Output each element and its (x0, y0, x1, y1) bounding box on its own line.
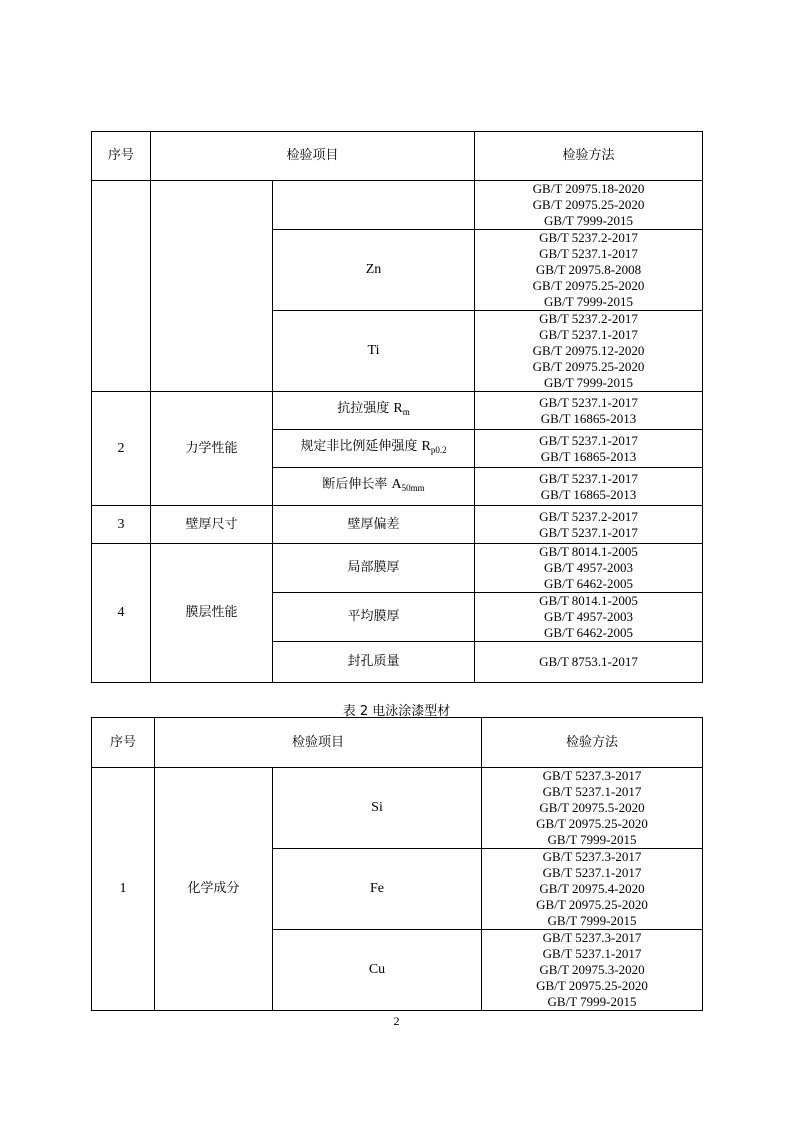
table-header-row (92, 132, 703, 181)
method-line: GB/T 7999-2015 (544, 375, 633, 390)
table-row (92, 768, 703, 849)
method-line: GB/T 20975.4-2020 (539, 881, 645, 896)
method-line: GB/T 6462-2005 (544, 576, 633, 591)
method-line: GB/T 5237.1-2017 (539, 524, 638, 540)
method-cell (482, 768, 703, 849)
item-cell (273, 430, 475, 468)
item-cell: Si (273, 768, 482, 849)
method-line: GB/T 20975.25-2020 (536, 816, 648, 831)
table-row (92, 506, 703, 544)
method-line: GB/T 4957-2003 (544, 560, 633, 575)
method-line: GB/T 7999-2015 (544, 213, 633, 228)
method-line: GB/T 5237.1-2017 (542, 946, 642, 961)
method-cell (482, 849, 703, 930)
method-cell (475, 593, 703, 642)
method-line: GB/T 8014.1-2005 (539, 593, 638, 608)
method-cell (475, 181, 703, 230)
method-line: GB/T 16865-2013 (540, 448, 637, 464)
method-line: GB/T 5237.2-2017 (539, 508, 638, 524)
item-subscript: 50mm (401, 483, 425, 493)
method-cell (475, 642, 703, 683)
method-line: GB/T 5237.1-2017 (539, 246, 638, 261)
item-cell: 局部膜厚 (273, 544, 475, 593)
method-line: GB/T 6462-2005 (544, 625, 633, 640)
category-cell: 力学性能 (151, 392, 273, 506)
method-cell (475, 544, 703, 593)
item-cell: 壁厚偏差 (273, 506, 475, 544)
method-line: GB/T 16865-2013 (540, 486, 637, 502)
seq-cell: 4 (92, 544, 151, 683)
item-symbol: R (393, 401, 403, 416)
method-line: GB/T 20975.18-2020 (532, 181, 645, 196)
method-line: GB/T 5237.1-2017 (539, 394, 638, 410)
method-line: GB/T 7999-2015 (547, 832, 637, 847)
method-line: GB/T 7999-2015 (544, 294, 633, 309)
table-caption: 表 2 电泳涂漆型材 (342, 704, 451, 719)
item-subscript: m (402, 407, 410, 417)
method-cell (475, 430, 703, 468)
method-cell (475, 311, 703, 392)
method-line: GB/T 20975.25-2020 (532, 278, 645, 293)
seq-cell-empty (92, 181, 151, 392)
category-cell: 膜层性能 (151, 544, 273, 683)
category-cell: 壁厚尺寸 (151, 506, 273, 544)
method-cell (475, 392, 703, 430)
method-cell (475, 230, 703, 311)
method-line: GB/T 20975.25-2020 (532, 359, 645, 374)
method-line: GB/T 20975.5-2020 (539, 800, 645, 815)
method-line: GB/T 20975.12-2020 (532, 343, 645, 358)
method-line: GB/T 5237.3-2017 (542, 768, 642, 783)
method-line: GB/T 7999-2015 (547, 913, 637, 928)
method-cell (475, 506, 703, 544)
header-method: 检验方法 (482, 718, 703, 768)
item-cell: 平均膜厚 (273, 593, 475, 642)
table-row (92, 181, 703, 230)
item-symbol: R (421, 439, 431, 454)
header-item: 检验项目 (151, 132, 475, 181)
seq-cell: 2 (92, 392, 151, 506)
method-line: GB/T 5237.1-2017 (542, 865, 642, 880)
item-cell (273, 468, 475, 506)
method-line: GB/T 20975.25-2020 (536, 897, 648, 912)
item-cell: 封孔质量 (273, 642, 475, 683)
category-cell-empty (151, 181, 273, 392)
item-cell: Fe (273, 849, 482, 930)
method-line: GB/T 5237.3-2017 (542, 930, 642, 945)
header-seq: 序号 (92, 132, 151, 181)
inspection-table-1 (91, 131, 703, 683)
item-cell (273, 392, 475, 430)
page-number: 2 (393, 1014, 400, 1028)
item-label: 抗拉强度 (337, 401, 390, 416)
method-line: GB/T 7999-2015 (547, 994, 637, 1009)
method-line: GB/T 5237.2-2017 (539, 230, 638, 245)
method-line: GB/T 8753.1-2017 (539, 654, 638, 669)
item-subscript: p0.2 (430, 445, 447, 455)
method-line: GB/T 5237.1-2017 (539, 470, 638, 486)
method-line: GB/T 20975.8-2008 (535, 262, 642, 277)
table-header-row (92, 718, 703, 768)
category-cell: 化学成分 (155, 768, 273, 1011)
seq-cell: 3 (92, 506, 151, 544)
method-cell (482, 930, 703, 1011)
method-line: GB/T 5237.2-2017 (539, 311, 638, 326)
method-line: GB/T 16865-2013 (540, 410, 637, 426)
header-method: 检验方法 (475, 132, 703, 181)
method-line: GB/T 20975.25-2020 (532, 197, 645, 212)
item-symbol: A (391, 477, 402, 492)
method-line: GB/T 4957-2003 (544, 609, 633, 624)
inspection-table-2 (91, 717, 703, 1011)
method-line: GB/T 8014.1-2005 (539, 544, 638, 559)
method-cell (475, 468, 703, 506)
method-line: GB/T 20975.25-2020 (536, 978, 648, 993)
method-line: GB/T 5237.1-2017 (542, 784, 642, 799)
method-line: GB/T 20975.3-2020 (539, 962, 645, 977)
item-cell (273, 181, 475, 230)
method-line: GB/T 5237.3-2017 (542, 849, 642, 864)
method-line: GB/T 5237.1-2017 (539, 327, 638, 342)
header-item: 检验项目 (155, 718, 482, 768)
seq-cell: 1 (92, 768, 155, 1011)
item-cell: Cu (273, 930, 482, 1011)
item-cell: Ti (273, 311, 475, 392)
table-row (92, 544, 703, 593)
item-cell: Zn (273, 230, 475, 311)
method-line: GB/T 5237.1-2017 (539, 432, 638, 448)
header-seq: 序号 (92, 718, 155, 768)
table-row (92, 392, 703, 430)
item-label: 规定非比例延伸强度 (300, 439, 418, 454)
item-label: 断后伸长率 (322, 477, 388, 492)
